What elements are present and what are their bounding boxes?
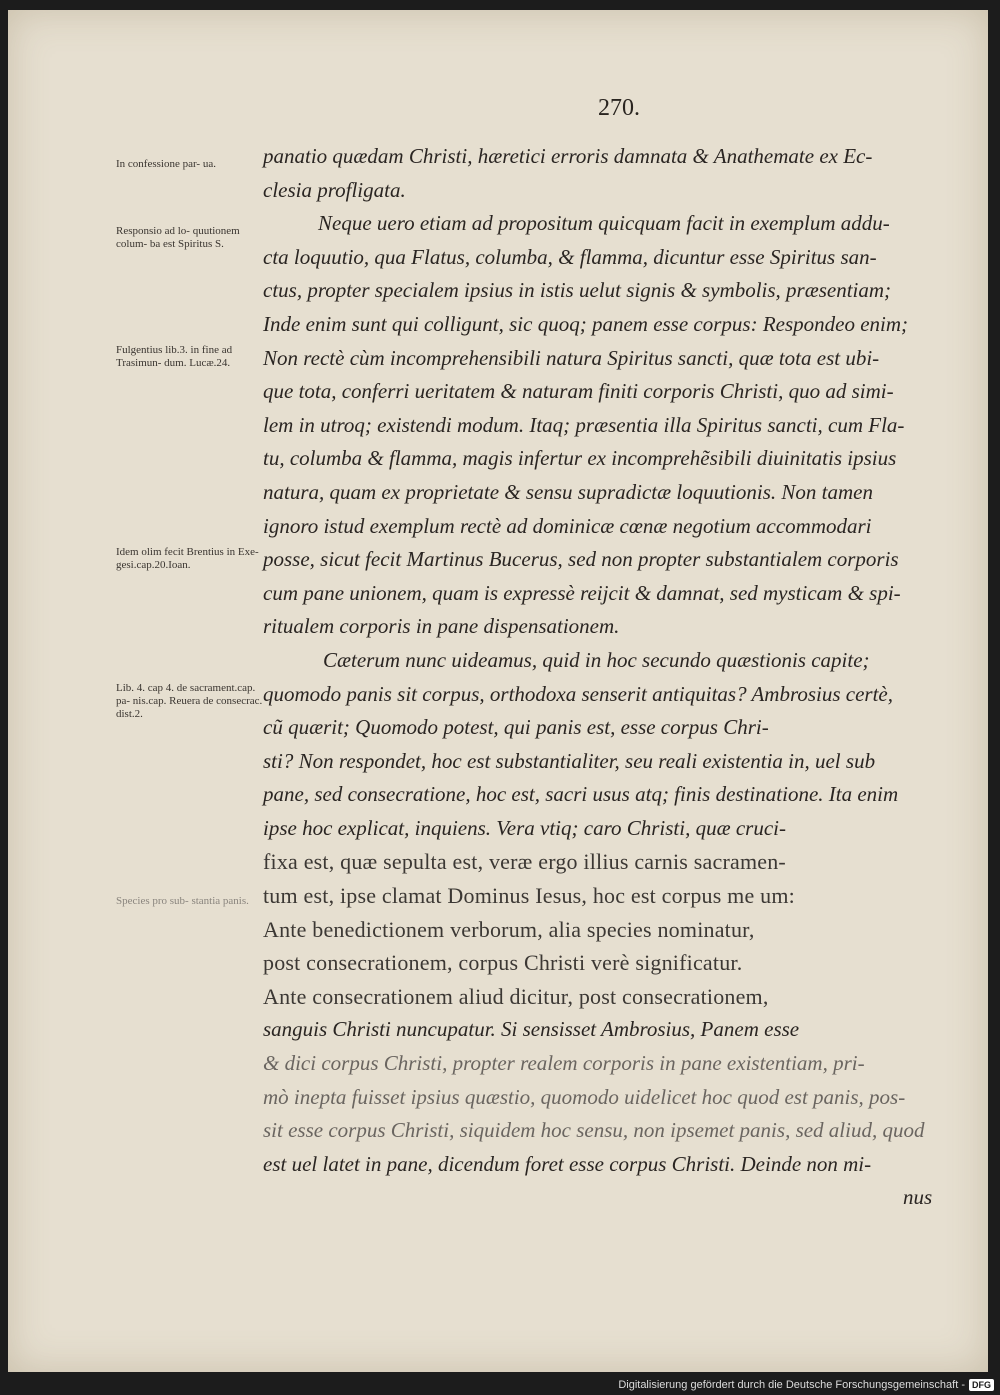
text-line: lem in utroq; existendi modum. Itaq; præsentia illa Spiritus sancti, cum Fla- [263, 412, 905, 437]
text-line: sanguis Christi nuncupatur. Si sensisset Ambrosius, Panem esse [263, 1017, 800, 1042]
scanned-page [8, 10, 988, 1372]
margin-note: Fulgentius lib.3. in fine ad Trasimun- dum. Lucæ.24. [116, 344, 233, 369]
text-line: pane, sed consecratione, hoc est, sacri usus atq; finis destinatione. Ita enim [263, 782, 899, 807]
text-line: Cæterum nunc uideamus, quid in hoc secundo quæstionis capite; [323, 647, 870, 672]
text-line: est uel latet in pane, dicendum foret esse corpus Christi. Deinde non mi- [263, 1151, 872, 1176]
text-line: ritualem corporis in pane dispensationem. [263, 614, 620, 639]
text-line: quomodo panis sit corpus, orthodoxa senserit antiquitas? Ambrosius certè, [263, 681, 893, 706]
body-text [263, 140, 953, 1215]
margin-note: Idem olim fecit Brentius in Exe- gesi.cap.20.Ioan. [116, 546, 259, 571]
text-line: sit esse corpus Christi, siquidem hoc sensu, non ipsemet panis, sed aliud, quod [263, 1118, 925, 1143]
margin-note: Species pro sub- stantia panis. [116, 895, 249, 907]
text-line: cta loquutio, qua Flatus, columba, & flamma, dicuntur esse Spiritus san- [263, 244, 877, 269]
text-line: mò inepta fuisset ipsius quæstio, quomodo uidelicet hoc quod est panis, pos- [263, 1084, 906, 1109]
text-line: ipse hoc explicat, inquiens. Vera vtiq; caro Christi, quæ cruci- [263, 815, 786, 840]
text-line: tum est, ipse clamat Dominus Iesus, hoc est corpus me um: [263, 883, 795, 909]
text-line: & dici corpus Christi, propter realem corporis in pane existentiam, pri- [263, 1051, 865, 1076]
margin-note: Lib. 4. cap 4. de sacrament.cap. pa- nis.cap. Reuera de consecrac. dist.2. [116, 682, 263, 720]
text-line: Non rectè cùm incomprehensibili natura Spiritus sancti, quæ tota est ubi- [263, 345, 880, 370]
footer [618, 1379, 994, 1391]
text-line: que tota, conferri ueritatem & naturam finiti corporis Christi, quo ad simi- [263, 379, 894, 404]
text-line: Ante benedictionem verborum, alia species nominatur, [263, 916, 755, 942]
text-line: natura, quam ex proprietate & sensu supradictæ loquutionis. Non tamen [263, 479, 873, 504]
text-line: fixa est, quæ sepulta est, veræ ergo illius carnis sacramen- [263, 849, 786, 875]
text-line: ctus, propter specialem ipsius in istis uelut signis & symbolis, præsentiam; [263, 278, 892, 303]
text-line: Ante consecrationem aliud dicitur, post consecrationem, [263, 983, 769, 1009]
margin-note: Responsio ad lo- quutionem colum- ba est Spiritus S. [116, 225, 240, 250]
text-line: tu, columba & flamma, magis infertur ex incomprehẽsibili diuinitatis ipsius [263, 446, 897, 471]
text-line: ignoro istud exemplum rectè ad dominicæ cœnæ negotium accommodari [263, 513, 872, 538]
margin-note: In confessione par- ua. [116, 158, 216, 170]
text-line: clesia profligata. [263, 177, 406, 202]
page-number: 270. [598, 95, 640, 121]
text-line: cum pane unionem, quam is expressè reijcit & damnat, sed mysticam & spi- [263, 580, 901, 605]
text-line: panatio quædam Christi, hæretici erroris damnata & Anathemate ex Ec- [263, 144, 873, 168]
footer-text: Digitalisierung gefördert durch die Deutsche Forschungsgemeinschaft - [618, 1379, 965, 1391]
text-line: posse, sicut fecit Martinus Bucerus, sed non propter substantialem corporis [263, 547, 899, 572]
text-line: sti? Non respondet, hoc est substantialiter, seu reali existentia in, uel sub [263, 748, 876, 773]
catchword: nus [903, 1185, 933, 1210]
text-line: cũ quærit; Quomodo potest, qui panis est, esse corpus Chri- [263, 715, 769, 740]
dfg-logo: DFG [969, 1379, 994, 1391]
text-line: Neque uero etiam ad propositum quicquam facit in exemplum addu- [318, 211, 890, 236]
text-line: post consecrationem, corpus Christi verè significatur. [263, 950, 743, 976]
text-line: Inde enim sunt qui colligunt, sic quoq; panem esse corpus: Respondeo enim; [263, 311, 909, 336]
